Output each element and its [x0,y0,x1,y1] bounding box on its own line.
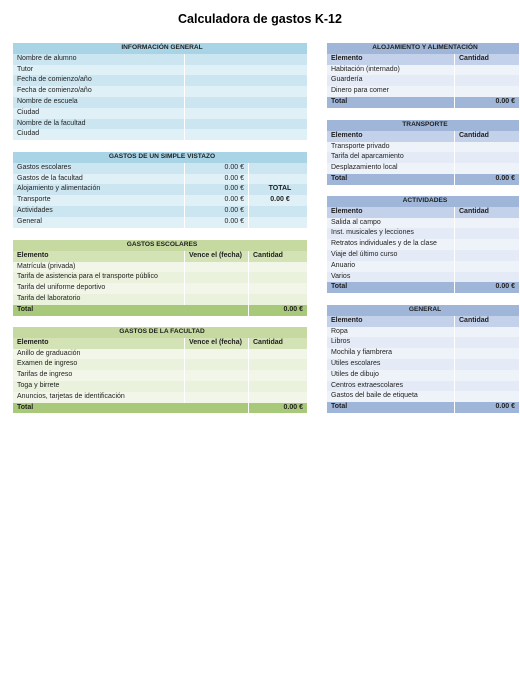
general-row [327,370,519,381]
general-qty-field[interactable] [455,381,519,392]
general-info-label: Fecha de comienzo/año [13,86,185,97]
glance-value: 0.00 € [185,206,249,217]
glance-spacer [249,217,307,228]
transport-qty-field[interactable] [455,163,519,174]
college-expenses-row [13,370,307,381]
activities-row [327,250,519,261]
college-expenses-header-row [13,327,307,338]
college-expenses-col-due: Vence el (fecha) [185,338,249,349]
general-info-row [13,54,307,65]
glance-label: Gastos de la facultad [13,174,185,185]
general-qty-field[interactable] [455,337,519,348]
glance-spacer [249,163,307,174]
transport-header: TRANSPORTE [327,120,519,131]
general-info-value-field[interactable] [185,129,307,140]
general-total-value: 0.00 € [495,403,515,411]
activities-total-value: 0.00 € [495,283,515,291]
general-row [327,381,519,392]
school-expenses-header: GASTOS ESCOLARES [13,240,307,251]
glance-row [13,206,307,217]
activities-qty-field[interactable] [455,228,519,239]
activities-item: Varios [327,272,455,283]
lodging-row [327,86,519,97]
general-info-value-field[interactable] [185,119,307,130]
general-info-label: Fecha de comienzo/año [13,75,185,86]
school-expenses-qty-field[interactable] [249,262,307,273]
activities-col-qty: Cantidad [459,207,489,215]
college-expenses-due-field[interactable] [185,370,249,381]
college-expenses-header: GASTOS DE LA FACULTAD [13,327,307,338]
lodging-col-item: Elemento [327,54,455,65]
glance-row [13,174,307,185]
lodging-header: ALOJAMIENTO Y ALIMENTACIÓN [327,43,519,54]
general-qty-field[interactable] [455,359,519,370]
school-expenses-col-due: Vence el (fecha) [185,251,249,262]
expenses-glance-table [13,152,307,228]
glance-value: 0.00 € [185,195,249,206]
general-info-value-field[interactable] [185,108,307,119]
college-expenses-qty-field[interactable] [249,392,307,403]
general-table [327,305,519,413]
activities-item: Inst. musicales y lecciones [327,228,455,239]
transport-total-label: Total [327,174,455,185]
general-info-label: Ciudad [13,129,185,140]
school-expenses-row [13,272,307,283]
general-item: Gastos del baile de etiqueta [327,391,455,402]
college-expenses-row [13,381,307,392]
activities-row [327,218,519,229]
school-expenses-row [13,283,307,294]
activities-row [327,261,519,272]
general-info-row [13,97,307,108]
school-expenses-total-row [13,305,307,316]
general-info-row [13,75,307,86]
general-item: Útiles escolares [327,359,455,370]
college-expenses-item: Tarifas de ingreso [13,370,185,381]
general-info-row [13,129,307,140]
activities-qty-field[interactable] [455,239,519,250]
school-expenses-row [13,262,307,273]
college-expenses-item: Anuncios, tarjetas de identificación [13,392,185,403]
school-expenses-col-qty: Cantidad [253,251,283,259]
glance-row [13,217,307,228]
activities-qty-field[interactable] [455,218,519,229]
glance-total-label: TOTAL [268,185,292,193]
college-expenses-row [13,392,307,403]
activities-total-row [327,282,519,293]
college-expenses-column-header-row [13,338,307,349]
college-expenses-qty-field[interactable] [249,370,307,381]
general-info-label: Ciudad [13,108,185,119]
school-expenses-qty-field[interactable] [249,294,307,305]
glance-label: Alojamiento y alimentación [13,184,185,195]
general-item: Libros [327,337,455,348]
transport-row [327,142,519,153]
general-header-row [327,305,519,316]
activities-qty-field[interactable] [455,272,519,283]
college-expenses-due-field[interactable] [185,381,249,392]
glance-label: Transporte [13,195,185,206]
general-info-label: Nombre de la facultad [13,119,185,130]
lodging-item: Habitación (internado) [327,65,455,76]
school-expenses-col-item: Elemento [13,251,185,262]
school-expenses-due-field[interactable] [185,272,249,283]
general-info-label: Tutor [13,65,185,76]
general-total-row [327,402,519,413]
activities-column-header-row [327,207,519,218]
school-expenses-due-field[interactable] [185,262,249,273]
glance-row [13,195,307,206]
general-qty-field[interactable] [455,370,519,381]
general-row [327,391,519,402]
glance-row [13,184,307,195]
college-expenses-total-row [13,403,307,414]
transport-row [327,152,519,163]
lodging-total-row [327,97,519,108]
school-expenses-item: Tarifa del laboratorio [13,294,185,305]
lodging-header-row [327,43,519,54]
transport-col-qty: Cantidad [459,131,489,139]
general-info-value-field[interactable] [185,86,307,97]
general-item: Centros extraescolares [327,381,455,392]
general-info-value-field[interactable] [185,54,307,65]
transport-item: Desplazamiento local [327,163,455,174]
general-info-table [13,43,307,140]
general-info-value-field[interactable] [185,65,307,76]
activities-row [327,239,519,250]
transport-column-header-row [327,131,519,142]
general-row [327,359,519,370]
transport-qty-field[interactable] [455,142,519,153]
general-info-label: Nombre de escuela [13,97,185,108]
glance-spacer [249,174,307,185]
college-expenses-row [13,359,307,370]
school-expenses-total-value: 0.00 € [283,305,303,313]
school-expenses-item: Matrícula (privada) [13,262,185,273]
glance-value: 0.00 € [185,174,249,185]
activities-table [327,196,519,293]
general-header: GENERAL [327,305,519,316]
college-expenses-qty-field[interactable] [249,349,307,360]
general-item: Útiles de dibujo [327,370,455,381]
activities-row [327,272,519,283]
activities-qty-field[interactable] [455,261,519,272]
college-expenses-qty-field[interactable] [249,359,307,370]
glance-total-value: 0.00 € [270,196,290,204]
lodging-item: Guardería [327,75,455,86]
school-expenses-qty-field[interactable] [249,272,307,283]
general-col-qty: Cantidad [459,316,489,324]
transport-total-value: 0.00 € [495,174,515,182]
glance-header-row [13,152,307,163]
activities-item: Retratos individuales y de la clase [327,239,455,250]
glance-spacer [249,206,307,217]
activities-row [327,228,519,239]
general-info-header: INFORMACIÓN GENERAL [13,43,307,54]
activities-header-row [327,196,519,207]
general-row [327,337,519,348]
general-info-header-row [13,43,307,54]
college-expenses-due-field[interactable] [185,349,249,360]
general-info-row [13,86,307,97]
glance-header: GASTOS DE UN SIMPLE VISTAZO [13,152,307,163]
lodging-table [327,43,519,108]
general-item: Mochila y fiambrera [327,348,455,359]
lodging-column-header-row [327,54,519,65]
general-info-value-field[interactable] [185,75,307,86]
activities-item: Viaje del último curso [327,250,455,261]
glance-row [13,163,307,174]
glance-value: 0.00 € [185,217,249,228]
college-expenses-col-item: Elemento [13,338,185,349]
general-info-row [13,65,307,76]
transport-total-row [327,174,519,185]
lodging-total-value: 0.00 € [495,97,515,105]
activities-header: ACTIVIDADES [327,196,519,207]
general-info-row [13,119,307,130]
transport-header-row [327,120,519,131]
general-col-item: Elemento [327,316,455,327]
lodging-qty-field[interactable] [455,86,519,97]
school-expenses-item: Tarifa del uniforme deportivo [13,283,185,294]
general-qty-field[interactable] [455,391,519,402]
glance-label: General [13,217,185,228]
lodging-row [327,75,519,86]
college-expenses-total-label: Total [13,403,249,414]
school-expenses-qty-field[interactable] [249,283,307,294]
general-info-value-field[interactable] [185,97,307,108]
college-expenses-due-field[interactable] [185,359,249,370]
lodging-qty-field[interactable] [455,75,519,86]
activities-item: Anuario [327,261,455,272]
college-expenses-table [13,327,307,413]
activities-col-item: Elemento [327,207,455,218]
college-expenses-col-qty: Cantidad [253,338,283,346]
general-column-header-row [327,316,519,327]
glance-label: Gastos escolares [13,163,185,174]
transport-item: Transporte privado [327,142,455,153]
general-info-row [13,108,307,119]
college-expenses-item: Examen de ingreso [13,359,185,370]
general-info-label: Nombre de alumno [13,54,185,65]
lodging-qty-field[interactable] [455,65,519,76]
college-expenses-item: Anillo de graduación [13,349,185,360]
college-expenses-total-value: 0.00 € [283,403,303,411]
general-row [327,348,519,359]
general-qty-field[interactable] [455,327,519,338]
school-expenses-due-field[interactable] [185,283,249,294]
glance-label: Actividades [13,206,185,217]
school-expenses-row [13,294,307,305]
lodging-item: Dinero para comer [327,86,455,97]
activities-item: Salida al campo [327,218,455,229]
transport-row [327,163,519,174]
general-qty-field[interactable] [455,348,519,359]
transport-item: Tarifa del aparcamiento [327,152,455,163]
glance-value: 0.00 € [185,163,249,174]
school-expenses-column-header-row [13,251,307,262]
page-title: Calculadora de gastos K-12 [178,12,342,26]
college-expenses-row [13,349,307,360]
general-row [327,327,519,338]
school-expenses-header-row [13,240,307,251]
lodging-col-qty: Cantidad [459,54,489,62]
lodging-total-label: Total [327,97,455,108]
transport-table [327,120,519,185]
school-expenses-due-field[interactable] [185,294,249,305]
activities-total-label: Total [327,282,455,293]
glance-value: 0.00 € [185,184,249,195]
school-expenses-table [13,240,307,316]
general-total-label: Total [327,402,455,413]
transport-col-item: Elemento [327,131,455,142]
lodging-row [327,65,519,76]
college-expenses-item: Toga y birrete [13,381,185,392]
transport-qty-field[interactable] [455,152,519,163]
general-item: Ropa [327,327,455,338]
school-expenses-item: Tarifa de asistencia para el transporte público [13,272,185,283]
school-expenses-total-label: Total [13,305,249,316]
college-expenses-due-field[interactable] [185,392,249,403]
activities-qty-field[interactable] [455,250,519,261]
college-expenses-qty-field[interactable] [249,381,307,392]
